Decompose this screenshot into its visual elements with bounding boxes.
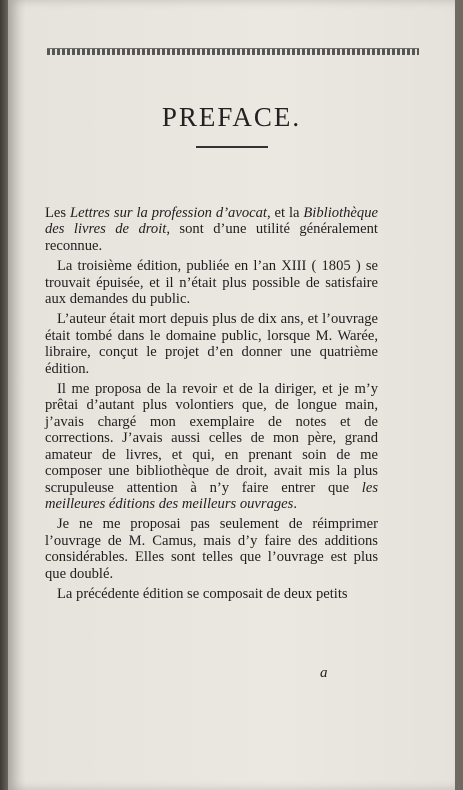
paragraph bbox=[45, 586, 378, 602]
text-run: , sont d’une utilité généralement reconnue. bbox=[45, 221, 378, 254]
preface-body-text bbox=[45, 205, 378, 606]
italic-text: Bibliothèque des livres de droit bbox=[45, 205, 378, 238]
text-run: . bbox=[293, 495, 297, 512]
text-run: La troisième édition, publiée en l’an XIII ( 1805 ) se trouvait épuisée, et il n’était plus possible de satisfaire aux demandes du public. bbox=[45, 258, 378, 308]
paragraph bbox=[45, 381, 378, 512]
text-run: La précédente édition se composait de deux petits bbox=[57, 585, 348, 602]
italic-text: les meilleures éditions des meilleurs ouvrages bbox=[45, 479, 378, 512]
text-run: L’auteur était mort depuis plus de dix ans, et l’ouvrage était tombé dans le domaine public, lorsque M. Warée, libraire, conçut le projet d’en donner une quatrième édition. bbox=[45, 311, 378, 377]
text-run: , et la bbox=[266, 205, 304, 221]
paragraph bbox=[45, 516, 378, 582]
page-title: PREFACE. bbox=[161, 102, 302, 132]
text-run: Il me proposa de la revoir et de la diriger, et je m’y prêtai d’autant plus volontiers que, de longue main, j’avais chargé mon exemplaire de notes et de corrections. J’avais aussi celles de mon père, grand amateur de livres, et qui, en prenant soin de me composer une bibliothèque de droit, avait mis la plus scrupuleuse attention à n’y faire entrer que bbox=[45, 381, 378, 496]
signature-mark: a bbox=[320, 665, 328, 681]
paragraph bbox=[45, 258, 378, 307]
header-ornamental-rule bbox=[47, 48, 419, 55]
title-underline bbox=[196, 146, 268, 148]
paragraph bbox=[45, 311, 378, 377]
paragraph bbox=[45, 205, 378, 254]
italic-text: Lettres sur la profession d’avocat bbox=[69, 205, 267, 221]
text-run: Je ne me proposai pas seulement de réimprimer l’ouvrage de M. Camus, mais d’y faire des additions considérables. Elles sont telles que l’ouvrage est plus que doublé. bbox=[45, 516, 378, 582]
text-run: Les bbox=[45, 205, 70, 221]
